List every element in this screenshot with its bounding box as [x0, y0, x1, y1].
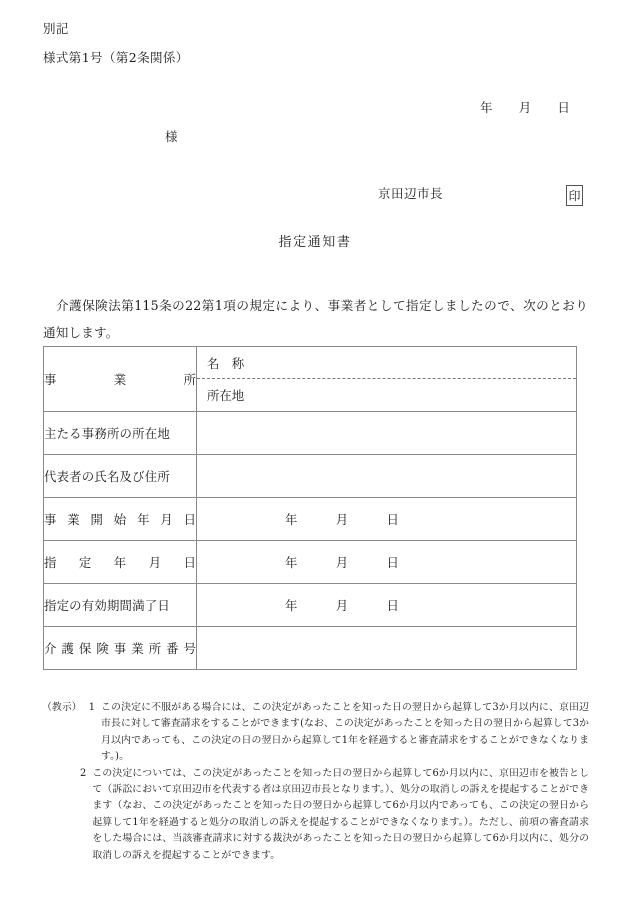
addressee-suffix: 様 [165, 129, 178, 144]
row-value-designation-date[interactable] [197, 541, 577, 584]
note-item [42, 700, 589, 766]
establishment-address-label: 所在地 [207, 388, 245, 403]
date-line: 年 月 日 [480, 100, 571, 115]
page-title: 指定通知書 [278, 235, 352, 250]
row-label-insurance-office-number [44, 627, 197, 670]
row-value-main-office-address[interactable] [197, 412, 577, 455]
note-item [42, 766, 589, 864]
form-number: 様式第1号（第2条関係） [43, 50, 189, 65]
issuer-name: 京田辺市長 [378, 186, 444, 201]
row-label-representative [44, 455, 197, 498]
date-placeholder: 年 月 日 [285, 512, 400, 527]
note-number: 2 [80, 767, 87, 779]
note-number: 1 [88, 702, 96, 713]
row-label-designation-date [44, 541, 197, 584]
document-reference-betsuki: 別記 [43, 21, 69, 36]
row-value-representative[interactable] [197, 455, 577, 498]
notes-tag: （教示） [42, 702, 82, 713]
row-label-main-office-address [44, 412, 197, 455]
table-row [44, 584, 577, 627]
establishment-name-label: 名 称 [197, 347, 576, 379]
label-text: 主たる事務所の所在地 [44, 426, 170, 441]
row-value-establishment[interactable] [197, 347, 577, 412]
row-label-business-start-date [44, 498, 197, 541]
table-row [44, 347, 577, 412]
note-text: この決定に不服がある場合には、この決定があったことを知った日の翌日から起算して3か月以内に、京田辺市長に対して審査請求をすることができます(なお、この決定があったことを知った日の翌日から起算して3か月以内であっても、この決定の日の翌日から起算して1年を経過すると審査請求をすることができなくなります。)。 [101, 702, 589, 763]
designation-info-table [43, 346, 577, 670]
label-text: 指定の有効期間満了日 [44, 598, 170, 613]
body-paragraph: 介護保険法第115条の22第1項の規定により、事業者として指定しましたので、次のとおり通知します。 [43, 298, 588, 340]
table-row [44, 627, 577, 670]
table-row [44, 541, 577, 584]
note-text: この決定については、この決定があったことを知った日の翌日から起算して6か月以内に、京田辺市を被告として（訴訟において京田辺市を代表する者は京田辺市長となります。）、処分の取消しの訴えを提起することができます（なお、この決定があったことを知った日の翌日から起算して6か月以内であっても、この決定の翌日から起算して1年を経過すると処分の取消しの訴えを提起することができなくなります。）。ただし、前項の審査請求をした場合には、当該審査請求に対する裁決があったことを知った日の翌日から起算して6か月以内に、処分の取消しの訴えを提起することができます。 [92, 767, 589, 861]
issuer-row [378, 185, 598, 209]
label-text: 代表者の氏名及び住所 [44, 469, 170, 484]
row-value-validity-end-date[interactable] [197, 584, 577, 627]
row-value-insurance-office-number[interactable] [197, 627, 577, 670]
label-text: 事業開始年月日 [44, 512, 196, 527]
date-placeholder: 年 月 日 [285, 598, 400, 613]
instructions-notes [42, 700, 589, 864]
row-label-validity-end-date [44, 584, 197, 627]
row-label-establishment [44, 347, 197, 412]
label-text: 事業所 [44, 372, 196, 387]
table-row [44, 455, 577, 498]
table-row [44, 498, 577, 541]
date-placeholder: 年 月 日 [285, 555, 400, 570]
label-text: 指定年月日 [44, 555, 196, 570]
label-text: 介護保険事業所番号 [44, 641, 196, 656]
row-value-business-start-date[interactable] [197, 498, 577, 541]
seal-stamp-icon: 印 [566, 185, 583, 206]
table-row [44, 412, 577, 455]
